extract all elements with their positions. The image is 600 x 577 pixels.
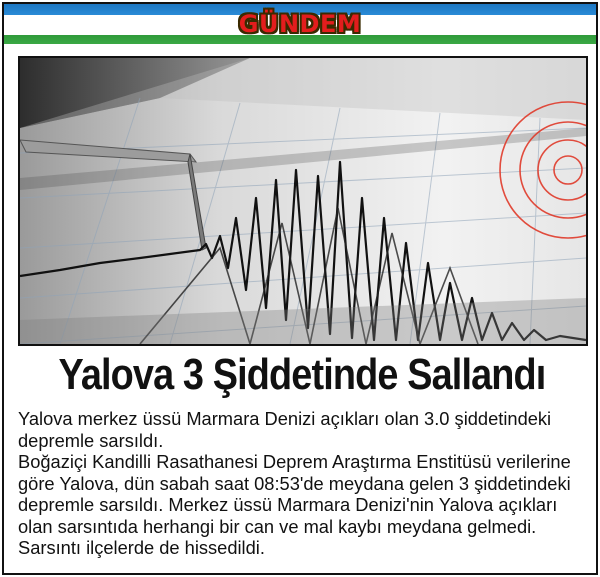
news-clipping <box>2 2 598 575</box>
section-header-band <box>4 4 596 44</box>
article-headline: Yalova 3 Şiddetinde Sallandı <box>58 350 546 399</box>
article-paragraph: Boğaziçi Kandilli Rasathanesi Deprem Araştırma Enstitüsü verilerine göre Yalova, dün sabah saat 08:53'de meydana gelen 3 şiddetindeki depremle sarsıldı. Merkez üssü Marmara Denizi'nin Yalova açıkları olan sarsıntıda herhangi bir can ve mal kaybı meydana gelmedi. Sarsıntı ilçelerde de hissedildi. <box>18 451 571 558</box>
seismograph-image <box>18 56 588 346</box>
article-paragraph: Yalova merkez üssü Marmara Denizi açıkları olan 3.0 şiddetindeki depremle sarsıldı. <box>18 408 552 451</box>
article-body <box>18 408 592 559</box>
seismograph-icon <box>20 58 586 344</box>
section-title: GÜNDEM <box>238 10 362 38</box>
